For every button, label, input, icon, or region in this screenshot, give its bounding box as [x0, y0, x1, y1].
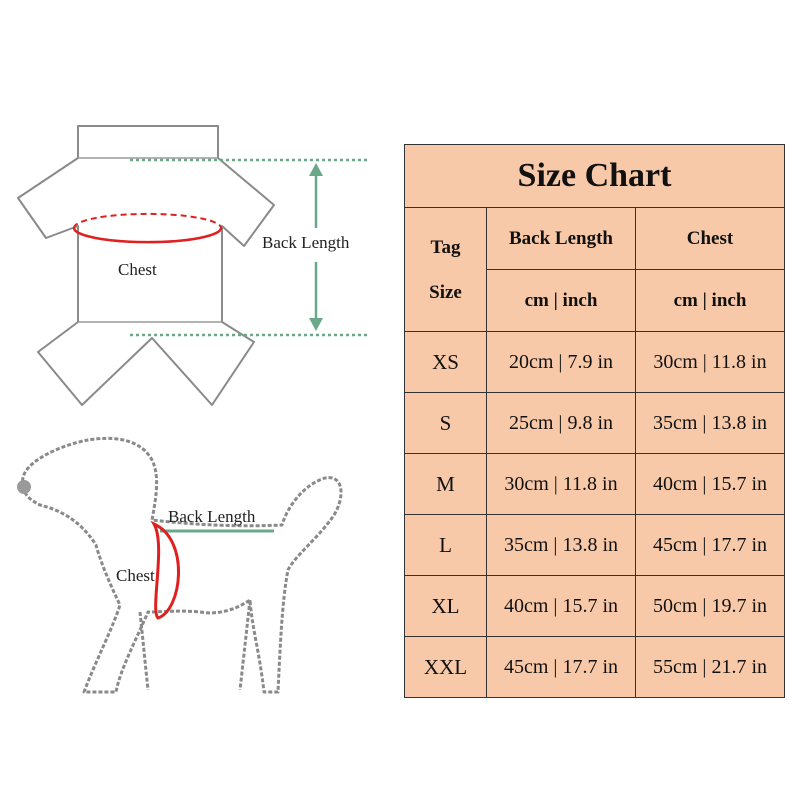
chest-cell: 50cm | 19.7 in	[636, 576, 785, 637]
back-length-cell: 35cm | 13.8 in	[487, 515, 636, 576]
size-chart-table	[404, 144, 785, 698]
arrow-up-icon	[309, 163, 323, 176]
arrow-down-icon	[309, 318, 323, 331]
dog-nose-icon	[17, 480, 31, 494]
back-length-cell: 30cm | 11.8 in	[487, 454, 636, 515]
back-length-unit-header: cm | inch	[487, 270, 636, 332]
back-length-header: Back Length	[487, 208, 636, 270]
table-row	[405, 393, 785, 454]
table-row	[405, 637, 785, 698]
shirt-diagram	[18, 126, 368, 405]
chest-cell: 30cm | 11.8 in	[636, 332, 785, 393]
dog-chest-ring	[154, 524, 179, 618]
table-row	[405, 454, 785, 515]
size-cell: M	[405, 454, 487, 515]
chest-cell: 55cm | 21.7 in	[636, 637, 785, 698]
shirt-chest-label: Chest	[118, 260, 157, 279]
size-cell: S	[405, 393, 487, 454]
chest-header: Chest	[636, 208, 785, 270]
size-cell: L	[405, 515, 487, 576]
table-row	[405, 576, 785, 637]
size-cell: XL	[405, 576, 487, 637]
dog-back-length-label: Back Length	[168, 507, 256, 526]
tag-size-header	[405, 208, 487, 332]
chest-unit-header: cm | inch	[636, 270, 785, 332]
tag-size-header-line1: Tag	[430, 236, 461, 258]
back-length-cell: 20cm | 7.9 in	[487, 332, 636, 393]
table-row	[405, 515, 785, 576]
table-row	[405, 332, 785, 393]
tag-size-header-line2: Size	[429, 281, 462, 303]
chest-cell: 45cm | 17.7 in	[636, 515, 785, 576]
back-length-cell: 25cm | 9.8 in	[487, 393, 636, 454]
shirt-back-length-label: Back Length	[262, 233, 350, 252]
chest-cell: 35cm | 13.8 in	[636, 393, 785, 454]
back-length-cell: 45cm | 17.7 in	[487, 637, 636, 698]
size-cell: XXL	[405, 637, 487, 698]
dog-outline	[23, 438, 341, 692]
size-cell: XS	[405, 332, 487, 393]
size-chart-title: Size Chart	[405, 145, 785, 208]
dog-diagram	[17, 438, 341, 692]
chest-cell: 40cm | 15.7 in	[636, 454, 785, 515]
dog-chest-label: Chest	[116, 566, 155, 585]
back-length-cell: 40cm | 15.7 in	[487, 576, 636, 637]
